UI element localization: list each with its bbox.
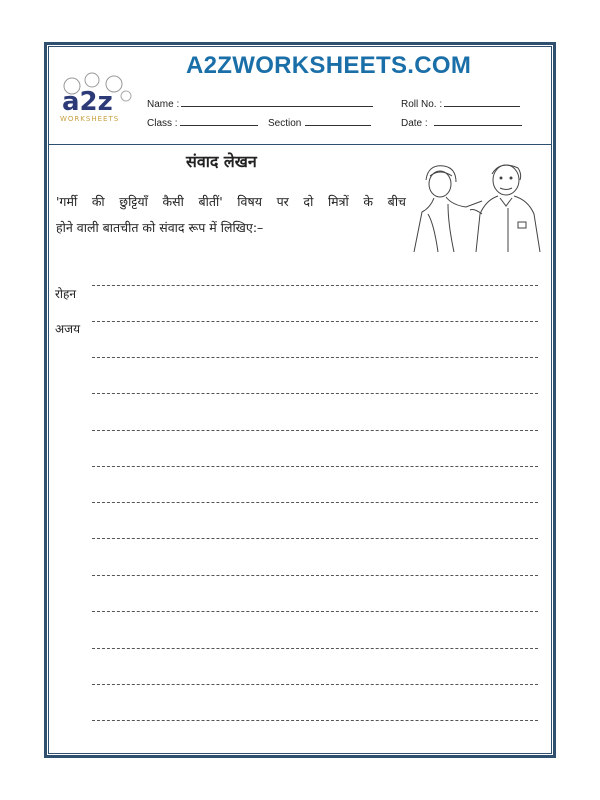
class-label: Class :	[147, 118, 178, 129]
speaker-label-ajay: अजय	[55, 322, 81, 336]
logo-text: a2z	[62, 87, 113, 117]
site-title: A2ZWORKSHEETS.COM	[186, 52, 472, 79]
name-label: Name :	[147, 99, 180, 110]
date-field	[401, 115, 522, 129]
writing-line[interactable]	[92, 648, 538, 649]
writing-line[interactable]	[92, 466, 538, 467]
roll-input-line[interactable]	[444, 96, 520, 107]
writing-line[interactable]	[92, 684, 538, 685]
logo-subtext: WORKSHEETS	[60, 115, 120, 123]
roll-label: Roll No. :	[401, 99, 443, 110]
speaker-label-rohan: रोहन	[55, 287, 77, 301]
writing-line[interactable]	[92, 430, 538, 431]
header-divider	[48, 144, 552, 145]
writing-line[interactable]	[92, 393, 538, 394]
worksheet-title: संवाद लेखन	[186, 152, 257, 171]
a2z-logo	[56, 70, 136, 124]
writing-line[interactable]	[92, 502, 538, 503]
writing-line[interactable]	[92, 285, 538, 286]
writing-line[interactable]	[92, 720, 538, 721]
class-input-line[interactable]	[180, 115, 258, 126]
date-input-line[interactable]	[434, 115, 522, 126]
instruction-line-1: 'गर्मी की छुट्टियाँ कैसी बीतीं' विषय पर दो मित्रों के बीच	[56, 194, 406, 209]
writing-line[interactable]	[92, 611, 538, 612]
instruction-line-2: होने वाली बातचीत को संवाद रूप में लिखिए:–	[56, 220, 264, 235]
writing-line[interactable]	[92, 357, 538, 358]
two-boys-illustration	[408, 152, 544, 254]
writing-line[interactable]	[92, 321, 538, 322]
writing-line[interactable]	[92, 538, 538, 539]
roll-field	[401, 96, 520, 110]
name-input-line[interactable]	[181, 96, 373, 107]
section-field	[268, 115, 371, 129]
section-label: Section	[268, 118, 302, 129]
name-field	[147, 96, 373, 110]
date-label: Date :	[401, 118, 428, 129]
section-input-line[interactable]	[305, 115, 371, 126]
writing-line[interactable]	[92, 575, 538, 576]
class-field	[147, 115, 258, 129]
